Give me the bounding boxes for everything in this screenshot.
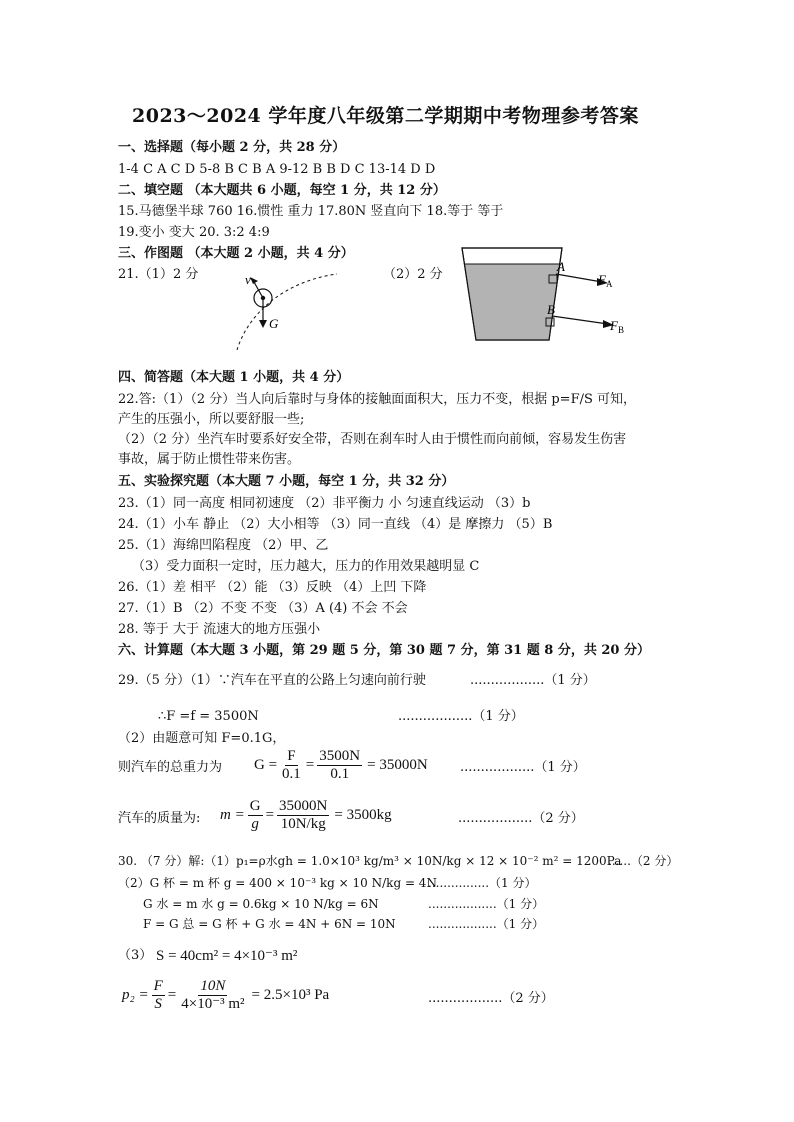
q29-mass-label: 汽车的质量为: bbox=[118, 811, 201, 826]
q25-answers-line2: （3）受力面积一定时，压力越大，压力的作用效果越明显 C bbox=[132, 559, 480, 574]
q29-line2: ∴F =f = 3500N bbox=[158, 709, 259, 724]
point-b-label: B bbox=[547, 302, 555, 317]
section-heading-short-answer: 四、简答题（本大题 1 小题，共 4 分） bbox=[118, 370, 350, 385]
velocity-arrow-head bbox=[250, 277, 258, 284]
force-b-line bbox=[552, 316, 608, 324]
q30-line1: 30. （7 分）解:（1）p₁=ρ水gh = 1.0×10³ kg/m³ × 10N/kg × 12 × 10⁻² m² = 1200Pa bbox=[118, 854, 622, 868]
water-fill bbox=[465, 264, 560, 340]
q30-area-formula: S = 40cm² = 4×10⁻³ m² bbox=[156, 948, 298, 964]
q29-mass-formula: m = $\frac{G}{g}$ = $\frac{35000N}{10N/kg}$ = 3500kg bbox=[220, 798, 392, 832]
force-b-label: $F_B$ bbox=[610, 318, 624, 335]
q23-answers: 23.（1）同一高度 相同初速度 （2）非平衡力 小 匀速直线运动 （3）b bbox=[118, 496, 531, 511]
fill-answers-line2: 19.变小 变大 20. 3:2 4:9 bbox=[118, 225, 270, 240]
section-heading-experiment: 五、实验探究题（本大题 7 小题，每空 1 分，共 32 分） bbox=[118, 474, 455, 489]
q21-part1-label: 21.（1）2 分 bbox=[118, 267, 199, 282]
q30-line5-prefix: （3） bbox=[118, 948, 153, 963]
q21-part2-label: （2）2 分 bbox=[383, 267, 443, 282]
q25-answers-line1: 25.（1）海绵凹陷程度 （2）甲、乙 bbox=[118, 538, 329, 553]
q24-answers: 24.（1）小车 静止 （2）大小相等 （3）同一直线 （4）是 摩擦力 （5）B bbox=[118, 517, 553, 532]
q30-line3-points: ..................（1 分） bbox=[428, 897, 545, 911]
q30-line1-points: ......（2 分） bbox=[608, 854, 679, 868]
section-heading-drawing: 三、作图题 （本大题 2 小题，共 4 分） bbox=[118, 246, 354, 261]
fill-answers-line1: 15.马德堡半球 760 16.惯性 重力 17.80N 竖直向下 18.等于 等于 bbox=[118, 204, 504, 219]
q29-mass-points: ..................（2 分） bbox=[458, 811, 584, 826]
q29-line1-points: ..................（1 分） bbox=[470, 673, 596, 688]
gravity-arrow-head bbox=[259, 320, 267, 328]
q30-pressure-formula: p₂ = $\frac{F}{S}$ = $\frac{10N}{\text{4×10⁻³ m²}}$ = 2.5×10³ Pa bbox=[122, 978, 330, 1012]
force-a-label: $F_A$ bbox=[598, 272, 613, 289]
q30-line4: F = G 总 = G 杯 + G 水 = 4N + 6N = 10N bbox=[143, 917, 396, 931]
velocity-label: v bbox=[245, 272, 251, 287]
velocity-arrow-line bbox=[254, 282, 263, 298]
q29-weight-label: 则汽车的总重力为 bbox=[118, 760, 223, 775]
q29-weight-points: ..................（1 分） bbox=[460, 760, 586, 775]
q22-line4: 事故，属于防止惯性带来伤害。 bbox=[118, 452, 301, 467]
q26-answers: 26.（1）差 相平 （2）能 （3）反映 （4）上凹 下降 bbox=[118, 580, 427, 595]
q28-answers: 28. 等于 大于 流速大的地方压强小 bbox=[118, 622, 321, 637]
page-title: 2023～2024 学年度八年级第二学期期中考物理参考答案 bbox=[132, 105, 639, 127]
section-heading-choice: 一、选择题（每小题 2 分，共 28 分） bbox=[118, 140, 346, 155]
point-a-label: A bbox=[557, 259, 565, 274]
q30-line4-points: ..................（1 分） bbox=[428, 917, 545, 931]
trajectory-path bbox=[237, 274, 337, 350]
force-a-line bbox=[556, 274, 602, 282]
choice-answers: 1-4 C A C D 5-8 B C B A 9-12 B B D C 13-14 D D bbox=[118, 162, 436, 177]
q30-line3: G 水 = m 水 g = 0.6kg × 10 N/kg = 6N bbox=[143, 897, 379, 911]
q30-pressure-points: ..................（2 分） bbox=[428, 991, 554, 1006]
section-heading-calculation: 六、计算题（本大题 3 小题，第 29 题 5 分，第 30 题 7 分，第 31 题 8 分，共 20 分） bbox=[118, 643, 650, 658]
gravity-label: G bbox=[269, 316, 279, 331]
q30-line2: （2）G 杯 = m 杯 g = 400 × 10⁻³ kg × 10 N/kg = 4N bbox=[118, 876, 437, 890]
container-pressure-diagram bbox=[452, 244, 642, 346]
q29-weight-formula: G = $\frac{F}{0.1}$ = $\frac{3500N}{0.1}$ = 35000N bbox=[254, 748, 428, 782]
ball-trajectory-diagram bbox=[225, 262, 345, 354]
q22-line2: 产生的压强小，所以要舒服一些; bbox=[118, 412, 305, 427]
q29-line2-points: ..................（1 分） bbox=[398, 709, 524, 724]
q27-answers: 27.（1）B （2）不变 不变 （3）A (4) 不会 不会 bbox=[118, 601, 408, 616]
q29-line3: （2）由题意可知 F=0.1G， bbox=[118, 731, 286, 746]
q30-line2-points: ................（1 分） bbox=[428, 876, 537, 890]
q22-line1: 22.答:（1）（2 分）当人向后靠时与身体的接触面面积大，压力不变，根据 p=F/S 可知， bbox=[118, 392, 637, 407]
q22-line3: （2）（2 分）坐汽车时要系好安全带，否则在刹车时人由于惯性而向前倾，容易发生伤害 bbox=[118, 432, 627, 447]
section-heading-fill: 二、填空题 （本大题共 6 小题，每空 1 分，共 12 分） bbox=[118, 183, 446, 198]
q29-line1: 29.（5 分）（1）∵汽车在平直的公路上匀速向前行驶 bbox=[118, 673, 426, 688]
